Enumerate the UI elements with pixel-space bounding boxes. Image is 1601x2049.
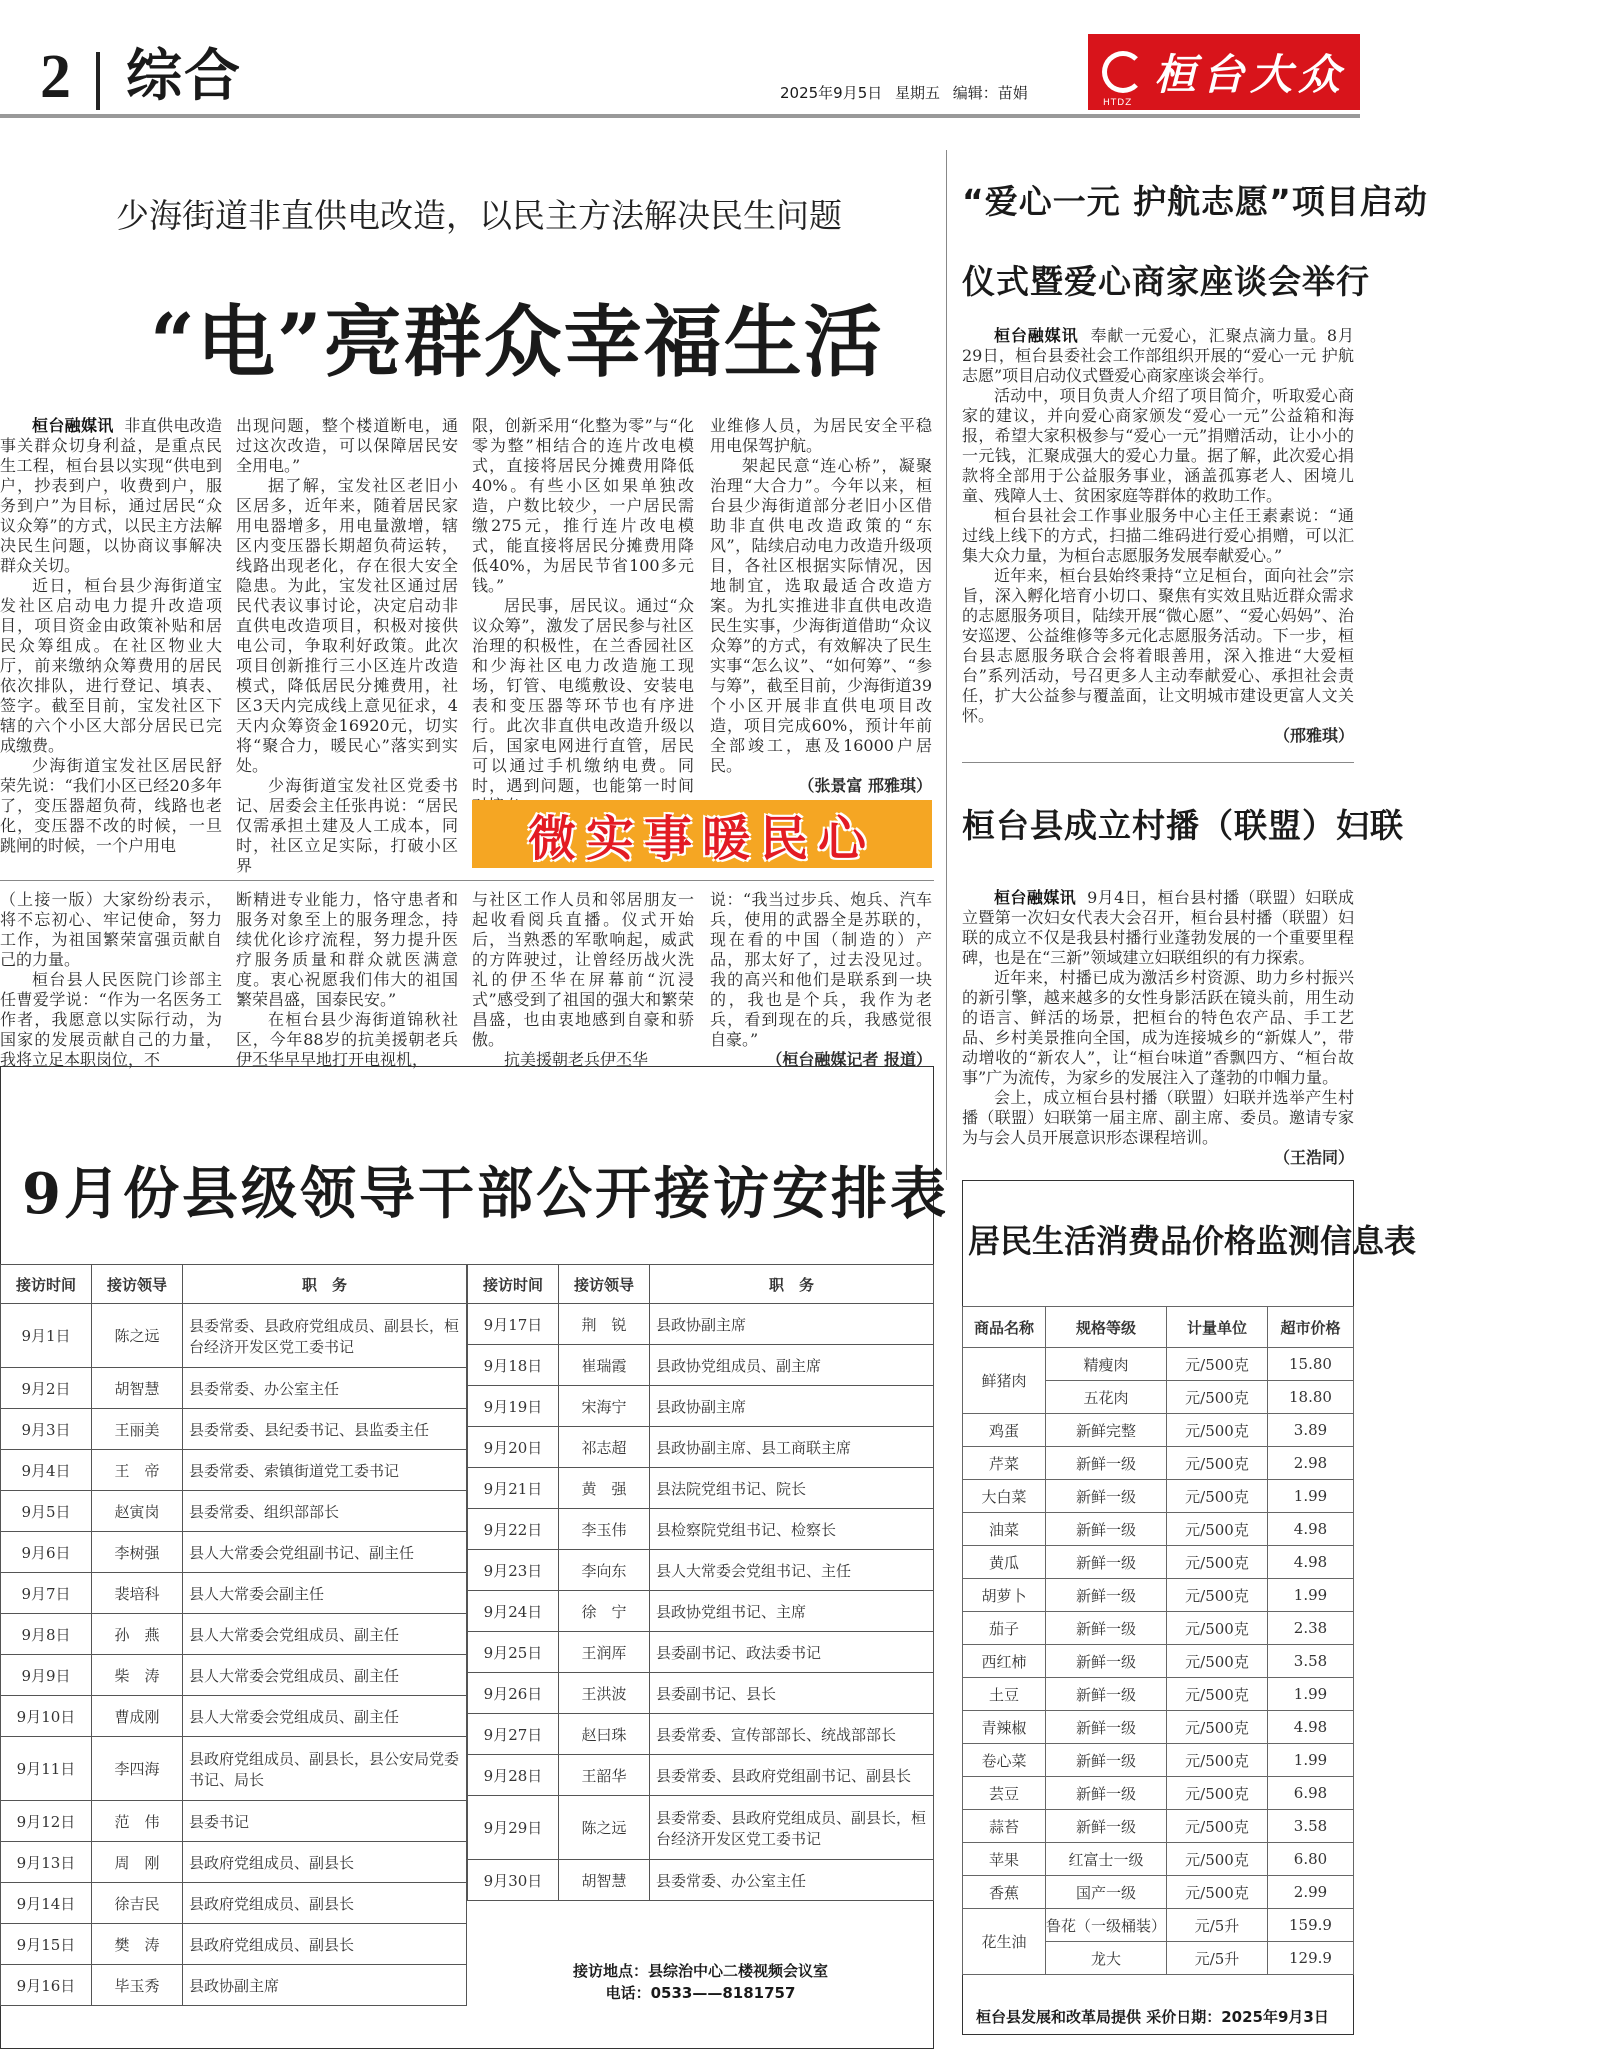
schedule-leader: 王 帝 [92,1450,183,1491]
schedule-time: 9月24日 [468,1591,559,1632]
schedule-row [468,1860,934,1901]
price-item: 黄瓜 [963,1546,1046,1579]
schedule-time: 9月15日 [1,1924,92,1965]
price-spec: 新鲜一级 [1046,1612,1167,1645]
price-unit: 元/500克 [1167,1348,1268,1381]
schedule-row [1,1532,467,1573]
price-spec: 新鲜一级 [1046,1744,1167,1777]
schedule-phone: 电话：0533——8181757 [605,1984,796,2002]
price-row [963,1678,1354,1711]
veteran-byline: （桓台融媒记者 报道） [766,1050,932,1069]
price-price: 1.99 [1268,1579,1354,1612]
schedule-row [468,1345,934,1386]
price-row [963,1612,1354,1645]
price-unit: 元/500克 [1167,1711,1268,1744]
schedule-row [468,1427,934,1468]
schedule-row [468,1673,934,1714]
schedule-leader: 陈之远 [92,1304,183,1368]
price-item: 大白菜 [963,1480,1046,1513]
price-price: 1.99 [1268,1678,1354,1711]
schedule-position: 县委常委、县政府党组成员、副县长，桓台经济开发区党工委书记 [650,1796,934,1860]
veteran-column-3: 与社区工作人员和邻居朋友一起收看阅兵直播。仪式开始后，当熟悉的军歌响起，威武的方阵驶过，让曾经历战火洗礼的伊丕华在屏幕前“沉浸式”感受到了祖国的强大和繁荣昌盛，也由衷地感到自豪和骄傲。 抗美援朝老兵伊丕华 [472,890,694,1069]
right-article-2-byline: （王浩同） [1273,1148,1354,1167]
schedule-time: 9月18日 [468,1345,559,1386]
schedule-row [468,1550,934,1591]
price-row [963,1909,1354,1942]
right-divider [962,762,1354,763]
right-article-2-title: 桓台县成立村播（联盟）妇联 [962,806,1404,845]
price-price: 4.98 [1268,1546,1354,1579]
schedule-position: 县人大常委会党组成员、副主任 [183,1614,467,1655]
schedule-time: 9月27日 [468,1714,559,1755]
price-spec: 红富士一级 [1046,1843,1167,1876]
schedule-footer [467,1960,934,2004]
price-spec: 新鲜一级 [1046,1678,1167,1711]
schedule-leader: 荆 锐 [559,1304,650,1345]
price-unit: 元/500克 [1167,1414,1268,1447]
schedule-time: 9月23日 [468,1550,559,1591]
article-column-1: 桓台融媒讯 非直供电改造事关群众切身利益，是重点民生工程，桓台县以实现“供电到户，抄表到户，收费到户，服务到户”为目标，通过居民“众议众筹”的方式，以民主方法解决民生问题，以协商议事解决群众关切。 近日，桓台县少海街道宝发社区启动电力提升改造项目，项目资金由政策补贴和居民众筹组成。在社区物业大厅，前来缴纳众筹费用的居民依次排队，进行登记、填表、签字。截至目前，宝发社区下辖的六个小区大部分居民已完成缴费。 少海街道宝发社区居民舒荣先说：“我们小区已经20多年了，变压器超负荷，线路也老化，变压器不改的时候，一旦跳闸的时候，一个户用电 [0,416,222,855]
schedule-leader: 祁志超 [559,1427,650,1468]
price-spec: 鲁花（一级桶装） [1046,1909,1167,1942]
price-row [963,1414,1354,1447]
schedule-position: 县委常委、组织部部长 [183,1491,467,1532]
schedule-position: 县委副书记、县长 [650,1673,934,1714]
schedule-position: 县人大常委会党组书记、主任 [650,1550,934,1591]
price-unit: 元/500克 [1167,1546,1268,1579]
price-item: 油菜 [963,1513,1046,1546]
schedule-leader: 宋海宁 [559,1386,650,1427]
header-position: 职 务 [650,1265,934,1304]
price-price: 129.9 [1268,1942,1354,1975]
schedule-position: 县人大常委会党组成员、副主任 [183,1696,467,1737]
schedule-title: 9月份县级领导干部公开接访安排表 [22,1161,949,1227]
schedule-leader: 徐吉民 [92,1883,183,1924]
schedule-leader: 李树强 [92,1532,183,1573]
schedule-leader: 黄 强 [559,1468,650,1509]
price-spec: 新鲜一级 [1046,1711,1167,1744]
price-item: 胡萝卜 [963,1579,1046,1612]
schedule-position: 县政协副主席 [650,1386,934,1427]
right-article-1-title-line1: “爱心一元 护航志愿”项目启动 [962,182,1428,221]
right-article-2-body: 桓台融媒讯 9月4日，桓台县村播（联盟）妇联成立暨第一次妇女代表大会召开，桓台县村播（联盟）妇联的成立不仅是我县村播行业蓬勃发展的一个重要里程碑，也是在“三新”领域建立妇联组织的有力探索。 近年来，村播已成为激活乡村资源、助力乡村振兴的新引擎，越来越多的女性身影活跃在镜头前，用生动的语言、鲜活的场景，把桓台的特色农产品、手工艺品、乡村美景推向全国，成为连接城乡的“新媒人”，带动增收的“新农人”，让“桓台味道”香飘四方、“桓台故事”广为流传，为家乡的发展注入了蓬勃的巾帼力量。 会上，成立桓台县村播（联盟）妇联并选举产生村播（联盟）妇联第一届主席、副主席、委员。邀请专家为与会人员开展意识形态课程培训。 （王浩同） [962,888,1354,1167]
schedule-time: 9月25日 [468,1632,559,1673]
price-item: 苹果 [963,1843,1046,1876]
price-row [963,1645,1354,1678]
schedule-leader: 王韶华 [559,1755,650,1796]
price-unit: 元/500克 [1167,1513,1268,1546]
schedule-time: 9月1日 [1,1304,92,1368]
veteran-column-4: 说：“我当过步兵、炮兵、汽车兵，使用的武器全是苏联的，现在看的中国（制造的）产品，那太好了，过去没见过。我的高兴和他们是联系到一块的，我也是个兵，我作为老兵，看到现在的兵，我感觉很自豪。” （桓台融媒记者 报道） [710,890,932,1069]
header-leader: 接访领导 [559,1265,650,1304]
price-unit: 元/500克 [1167,1480,1268,1513]
price-spec: 新鲜一级 [1046,1513,1167,1546]
schedule-time: 9月14日 [1,1883,92,1924]
price-spec: 龙大 [1046,1942,1167,1975]
price-unit: 元/500克 [1167,1876,1268,1909]
price-price: 1.99 [1268,1744,1354,1777]
schedule-leader: 孙 燕 [92,1614,183,1655]
price-item: 青辣椒 [963,1711,1046,1744]
schedule-location: 接访地点：县综治中心二楼视频会议室 [572,1962,828,1980]
price-unit: 元/500克 [1167,1744,1268,1777]
schedule-leader: 裴培科 [92,1573,183,1614]
page-number: 2 [40,43,71,111]
price-row [963,1546,1354,1579]
schedule-leader: 王丽美 [92,1409,183,1450]
price-item: 茄子 [963,1612,1046,1645]
schedule-time: 9月29日 [468,1796,559,1860]
price-unit: 元/500克 [1167,1381,1268,1414]
price-price: 1.99 [1268,1480,1354,1513]
schedule-position: 县委书记 [183,1801,467,1842]
price-row [963,1447,1354,1480]
header-position: 职 务 [183,1265,467,1304]
schedule-row [1,1409,467,1450]
price-spec: 五花肉 [1046,1381,1167,1414]
section-title: 综合 [126,44,242,109]
price-item: 蒜苔 [963,1810,1046,1843]
schedule-position: 县委常委、县政府党组副书记、副县长 [650,1755,934,1796]
article-column-3: 限，创新采用“化整为零”与“化零为整”相结合的连片改电模式，直接将居民分摊费用降低40%。有些小区如果单独改造，户数比较少，一户居民需缴275元，推行连片改电模式，能直接将居民分摊费用降低40%，为居民节省100多元钱。” 居民事，居民议。通过“众议众筹”，激发了居民参与社区治理的积极性，在兰香园社区和少海社区电力改造施工现场，钉管、电缆敷设、安装电表和变压器等环节也有序进行。此次非直供电改造升级以后，国家电网进行直管，居民可以通过手机缴纳电费。同时，遇到问题，也能第一时间 [472,416,694,795]
schedule-time: 9月19日 [468,1386,559,1427]
schedule-position: 县人大常委会党组成员、副主任 [183,1655,467,1696]
price-item: 西红柿 [963,1645,1046,1678]
price-price: 3.89 [1268,1414,1354,1447]
schedule-position: 县政府党组成员、副县长，县公安局党委书记、局长 [183,1737,467,1801]
schedule-leader: 胡智慧 [92,1368,183,1409]
schedule-position: 县政协副主席 [183,1965,467,2006]
header-time: 接访时间 [468,1265,559,1304]
price-price: 2.98 [1268,1447,1354,1480]
article-kicker: 少海街道非直供电改造，以民主方法解决民生问题 [116,196,842,235]
schedule-row [1,1883,467,1924]
schedule-position: 县政府党组成员、副县长 [183,1842,467,1883]
price-row [963,1744,1354,1777]
header-time: 接访时间 [1,1265,92,1304]
schedule-row [468,1714,934,1755]
schedule-time: 9月9日 [1,1655,92,1696]
price-unit: 元/500克 [1167,1579,1268,1612]
schedule-row [468,1304,934,1345]
schedule-position: 县委常委、宣传部部长、统战部部长 [650,1714,934,1755]
schedule-time: 9月26日 [468,1673,559,1714]
schedule-leader: 柴 涛 [92,1655,183,1696]
schedule-position: 县政府党组成员、副县长 [183,1883,467,1924]
price-price: 3.58 [1268,1645,1354,1678]
schedule-row [1,1696,467,1737]
price-row [963,1480,1354,1513]
schedule-time: 9月28日 [468,1755,559,1796]
price-item: 芹菜 [963,1447,1046,1480]
schedule-position: 县委常委、办公室主任 [183,1368,467,1409]
schedule-time: 9月22日 [468,1509,559,1550]
price-title: 居民生活消费品价格监测信息表 [968,1222,1417,1260]
price-spec: 新鲜完整 [1046,1414,1167,1447]
schedule-row [468,1755,934,1796]
schedule-position: 县委常委、索镇街道党工委书记 [183,1450,467,1491]
schedule-position: 县政协副主席 [650,1304,934,1345]
price-spec: 国产一级 [1046,1876,1167,1909]
schedule-row [1,1737,467,1801]
price-row [963,1579,1354,1612]
price-unit: 元/500克 [1167,1777,1268,1810]
article-byline: （张景富 邢雅琪） [798,776,932,795]
schedule-position: 县政协党组成员、副主席 [650,1345,934,1386]
newspaper-logo [1088,34,1360,110]
schedule-position: 县委副书记、政法委书记 [650,1632,934,1673]
price-unit: 元/500克 [1167,1843,1268,1876]
price-item: 芸豆 [963,1777,1046,1810]
price-row [963,1777,1354,1810]
schedule-time: 9月13日 [1,1842,92,1883]
schedule-time: 9月12日 [1,1801,92,1842]
price-item: 土豆 [963,1678,1046,1711]
price-header-item: 商品名称 [963,1307,1046,1348]
schedule-leader: 樊 涛 [92,1924,183,1965]
price-item: 鲜猪肉 [963,1348,1046,1414]
price-spec: 精瘦肉 [1046,1348,1167,1381]
price-unit: 元/500克 [1167,1678,1268,1711]
right-article-1-title-line2: 仪式暨爱心商家座谈会举行 [962,262,1370,301]
price-header-price: 超市价格 [1268,1307,1354,1348]
schedule-row [468,1386,934,1427]
price-item: 花生油 [963,1909,1046,1975]
price-price: 2.38 [1268,1612,1354,1645]
schedule-leader: 赵寅岗 [92,1491,183,1532]
price-spec: 新鲜一级 [1046,1777,1167,1810]
schedule-row [1,1801,467,1842]
schedule-time: 9月20日 [468,1427,559,1468]
price-row [963,1711,1354,1744]
price-unit: 元/5升 [1167,1909,1268,1942]
schedule-row [1,1655,467,1696]
price-spec: 新鲜一级 [1046,1645,1167,1678]
schedule-leader: 赵曰珠 [559,1714,650,1755]
price-row [963,1876,1354,1909]
price-unit: 元/500克 [1167,1447,1268,1480]
schedule-row [1,1924,467,1965]
section-divider [0,880,934,881]
dateline: 2025年9月5日 星期五 编辑：苗娟 [780,84,1028,102]
schedule-leader: 王润厍 [559,1632,650,1673]
article-column-4: 业维修人员，为居民安全平稳用电保驾护航。 架起民意“连心桥”，凝聚治理“大合力”。今年以来，桓台县少海街道部分老旧小区借助非直供电改造政策的“东风”，陆续启动电力改造升级项目，各社区根据实际情况，因地制宜，选取最适合改造方案。为扎实推进非直供电改造民生实事，少海街道借助“众议众筹”的方式，有效解决了民生实事“怎么议”、“如何筹”、“参与筹”，截至目前，少海街道39个小区开展非直供电项目改造，项目完成60%，预计年前全部竣工，惠及16000户居民。 （张景富 邢雅琪） [710,416,932,795]
schedule-time: 9月5日 [1,1491,92,1532]
schedule-row [1,1304,467,1368]
schedule-row [1,1368,467,1409]
schedule-time: 9月7日 [1,1573,92,1614]
schedule-leader: 范 伟 [92,1801,183,1842]
schedule-leader: 王洪波 [559,1673,650,1714]
logo-name: 桓台大众 [1153,50,1346,99]
price-row [963,1810,1354,1843]
schedule-time: 9月4日 [1,1450,92,1491]
schedule-position: 县政协党组书记、主席 [650,1591,934,1632]
price-spec: 新鲜一级 [1046,1579,1167,1612]
price-price: 3.58 [1268,1810,1354,1843]
right-article-1-byline: （邢雅琪） [1273,726,1354,745]
price-header-spec: 规格等级 [1046,1307,1167,1348]
schedule-leader: 李四海 [92,1737,183,1801]
schedule-leader: 周 刚 [92,1842,183,1883]
schedule-row [468,1468,934,1509]
veteran-column-2: 断精进专业能力，恪守患者和服务对象至上的服务理念，持续优化诊疗流程，努力提升医疗服务质量和群众就医满意度。衷心祝愿我们伟大的祖国繁荣昌盛，国泰民安。” 在桓台县少海街道锦秋社区，今年88岁的抗美援朝老兵伊丕华早早地打开电视机， [236,890,458,1069]
price-header-unit: 计量单位 [1167,1307,1268,1348]
price-table [962,1306,1354,1975]
schedule-row [1,1450,467,1491]
price-price: 6.98 [1268,1777,1354,1810]
price-spec: 新鲜一级 [1046,1546,1167,1579]
price-price: 159.9 [1268,1909,1354,1942]
right-article-1-body: 桓台融媒讯 奉献一元爱心，汇聚点滴力量。8月29日，桓台县委社会工作部组织开展的“爱心一元 护航志愿”项目启动仪式暨爱心商家座谈会举行。 活动中，项目负责人介绍了项目简介，听取爱心商家的建议，并向爱心商家颁发“爱心一元”公益箱和海报，希望大家积极参与“爱心一元”捐赠活动，让小小的一元钱，汇聚成强大的爱心力量。据了解，此次爱心捐款将全部用于公益服务事业，涵盖孤寡老人、困境儿童、残障人士、贫困家庭等群体的救助工作。 桓台县社会工作事业服务中心主任王素素说：“通过线上线下的方式，扫描二维码进行爱心捐赠，可以汇集大众力量，为桓台志愿服务发展奉献爱心。” 近年来，桓台县始终秉持“立足桓台，面向社会”宗旨，深入孵化培育小切口、聚焦有实效且贴近群众需求的志愿服务项目，陆续开展“微心愿”、“爱心妈妈”、治安巡逻、公益维修等多元化志愿服务活动。下一步，桓台县志愿服务联合会将着眼善用，深入推进“大爱桓台”系列活动，号召更多人主动奉献爱心、承担社会责任，扩大公益参与覆盖面，让文明城市建设更富人文关怀。 （邢雅琪） [962,326,1354,745]
schedule-row [468,1591,934,1632]
price-footer: 桓台县发展和改革局提供 采价日期：2025年9月3日 [976,2008,1329,2026]
schedule-row [1,1965,467,2006]
schedule-leader: 曹成刚 [92,1696,183,1737]
schedule-time: 9月2日 [1,1368,92,1409]
schedule-position: 县政府党组成员、副县长 [183,1924,467,1965]
schedule-position: 县委常委、县纪委书记、县监委主任 [183,1409,467,1450]
schedule-row [468,1796,934,1860]
schedule-position: 县法院党组书记、院长 [650,1468,934,1509]
price-spec: 新鲜一级 [1046,1810,1167,1843]
logo-swirl-icon: HTDZ [1102,51,1144,93]
price-price: 6.80 [1268,1843,1354,1876]
schedule-position: 县检察院党组书记、检察长 [650,1509,934,1550]
schedule-leader: 崔瑞霞 [559,1345,650,1386]
price-row [963,1513,1354,1546]
schedule-leader: 李玉伟 [559,1509,650,1550]
schedule-time: 9月17日 [468,1304,559,1345]
schedule-row [1,1842,467,1883]
schedule-time: 9月21日 [468,1468,559,1509]
price-price: 4.98 [1268,1513,1354,1546]
schedule-position: 县委常委、县政府党组成员、副县长，桓台经济开发区党工委书记 [183,1304,467,1368]
price-item: 卷心菜 [963,1744,1046,1777]
schedule-position: 县政协副主席、县工商联主席 [650,1427,934,1468]
price-item: 鸡蛋 [963,1414,1046,1447]
price-unit: 元/500克 [1167,1645,1268,1678]
price-unit: 元/500克 [1167,1810,1268,1843]
schedule-row [1,1573,467,1614]
schedule-leader: 毕玉秀 [92,1965,183,2006]
schedule-time: 9月16日 [1,1965,92,2006]
schedule-time: 9月10日 [1,1696,92,1737]
veteran-column-1: （上接一版）大家纷纷表示，将不忘初心、牢记使命，努力工作，为祖国繁荣富强贡献自己的力量。 桓台县人民医院门诊部主任曹爱学说：“作为一名医务工作者，我愿意以实际行动，为国家的发展贡献自己的力量，我将立足本职岗位，不 [0,890,222,1069]
feature-banner: 微实事暖民心 [472,800,932,868]
schedule-time: 9月30日 [468,1860,559,1901]
price-price: 18.80 [1268,1381,1354,1414]
schedule-time: 9月3日 [1,1409,92,1450]
schedule-row [1,1491,467,1532]
price-spec: 新鲜一级 [1046,1480,1167,1513]
schedule-row [468,1509,934,1550]
price-price: 4.98 [1268,1711,1354,1744]
header-leader: 接访领导 [92,1265,183,1304]
page-number-divider [96,52,100,110]
schedule-position: 县人大常委会副主任 [183,1573,467,1614]
price-unit: 元/5升 [1167,1942,1268,1975]
price-row [963,1843,1354,1876]
schedule-position: 县人大常委会党组副书记、副主任 [183,1532,467,1573]
price-price: 2.99 [1268,1876,1354,1909]
schedule-row [468,1632,934,1673]
price-unit: 元/500克 [1167,1612,1268,1645]
schedule-leader: 徐 宁 [559,1591,650,1632]
schedule-leader: 胡智慧 [559,1860,650,1901]
article-column-2: 出现问题，整个楼道断电，通过这次改造，可以保障居民安全用电。” 据了解，宝发社区老旧小区居多，近年来，随着居民家用电器增多，用电量激增，辖区内变压器长期超负荷运转，线路出现老化，存在很大安全隐患。为此，宝发社区通过居民代表议事讨论，决定启动非直供电改造项目，积极对接供电公司，争取利好政策。此次项目创新推行三小区连片改造模式，降低居民分摊费用，社区3天内完成线上意见征求，4天内众筹资金16920元，切实将“聚合力，暖民心”落实到实处。 少海街道宝发社区党委书记、居委会主任张冉说：“居民仅需承担土建及人工成本，同时，社区立足实际，打破小区界 [236,416,458,875]
schedule-table-right [467,1264,934,1901]
price-price: 15.80 [1268,1348,1354,1381]
price-row [963,1348,1354,1381]
schedule-position: 县委常委、办公室主任 [650,1860,934,1901]
schedule-leader: 陈之远 [559,1796,650,1860]
schedule-row [1,1614,467,1655]
masthead-rule [0,114,1360,118]
schedule-leader: 李向东 [559,1550,650,1591]
column-separator [946,150,947,1180]
schedule-time: 9月11日 [1,1737,92,1801]
price-spec: 新鲜一级 [1046,1447,1167,1480]
schedule-time: 9月8日 [1,1614,92,1655]
schedule-time: 9月6日 [1,1532,92,1573]
article-headline: “电”亮群众幸福生活 [150,297,884,388]
price-item: 香蕉 [963,1876,1046,1909]
schedule-table-left [0,1264,467,2006]
